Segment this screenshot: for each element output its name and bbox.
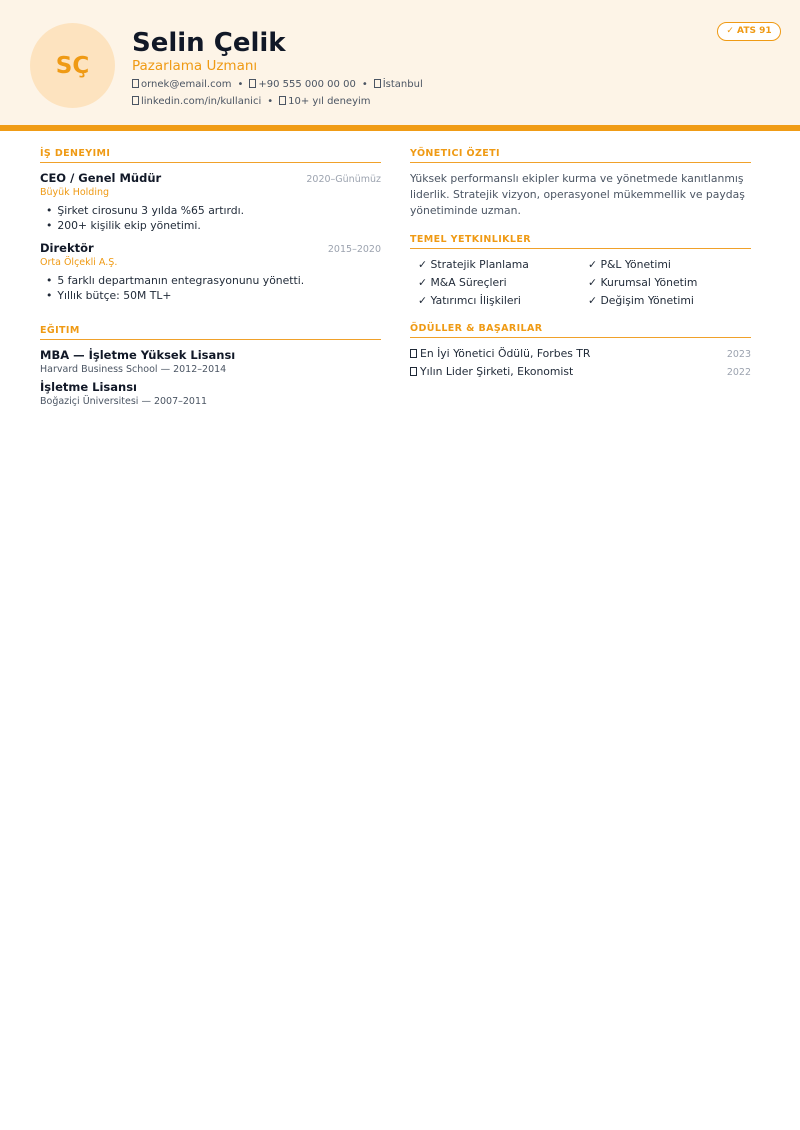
location-icon <box>374 79 381 88</box>
skills-heading: TEMEL YETKINLIKLER <box>410 234 751 249</box>
summary-heading: YÖNETICI ÖZETI <box>410 148 751 163</box>
resume-header <box>0 0 800 125</box>
experience-heading: İŞ DENEYIMI <box>40 148 381 163</box>
email-text[interactable]: ornek@email.com <box>141 79 232 90</box>
skill-item: ✓ Kurumsal Yönetim <box>588 276 698 289</box>
job-date: 2015–2020 <box>327 244 381 255</box>
phone-icon <box>249 79 256 88</box>
linkedin-icon <box>132 96 139 105</box>
summary-text: Yüksek performanslı ekipler kurma ve yönetmede kanıtlanmış liderlik. Stratejik vizyon, operasyonel mükemmellik ve paydaş yönetiminde uzman. <box>410 172 745 217</box>
email-icon <box>132 79 139 88</box>
location-text: İstanbul <box>382 79 423 90</box>
award-year: 2023 <box>726 349 751 360</box>
skill-item: ✓ Değişim Yönetimi <box>588 294 694 307</box>
skill-item: ✓ P&L Yönetimi <box>588 258 671 271</box>
job-entry <box>40 241 381 303</box>
experience-text: 10+ yıl deneyim <box>288 96 371 107</box>
award-item <box>410 364 751 379</box>
job-title: CEO / Genel Müdür <box>40 171 162 185</box>
job-entry <box>40 171 381 233</box>
award-text: En İyi Yönetici Ödülü, Forbes TR <box>420 347 591 360</box>
candidate-title: Pazarlama Uzmanı <box>132 58 258 74</box>
job-date: 2020–Günümüz <box>306 174 381 185</box>
skill-item: ✓ Yatırımcı İlişkileri <box>418 294 521 307</box>
candidate-name: Selin Çelik <box>132 28 286 58</box>
award-icon <box>410 367 417 376</box>
left-column <box>40 148 381 412</box>
header-accent-bar <box>0 125 800 131</box>
award-item <box>410 346 751 361</box>
contact-line-2: linkedin.com/in/kullanici • 10+ yıl deneyim <box>132 95 371 109</box>
job-bullet: • Yıllık bütçe: 50M TL+ <box>40 288 381 303</box>
job-bullet: • Şirket cirosunu 3 yılda %65 artırdı. <box>40 203 381 218</box>
degree-detail: Harvard Business School — 2012–2014 <box>40 364 227 375</box>
company-name: Büyük Holding <box>40 187 110 198</box>
awards-heading: ÖDÜLLER & BAŞARILAR <box>410 323 751 338</box>
ats-score-badge: ✓ ATS 91 <box>717 22 781 41</box>
degree-title: MBA — İşletme Yüksek Lisansı <box>40 348 236 362</box>
award-text: Yılın Lider Şirketi, Ekonomist <box>420 365 574 378</box>
degree-detail: Boğaziçi Üniversitesi — 2007–2011 <box>40 396 208 407</box>
award-year: 2022 <box>726 367 751 378</box>
phone-text[interactable]: +90 555 000 00 00 <box>258 79 356 90</box>
right-column <box>410 148 751 382</box>
award-icon <box>410 349 417 358</box>
skills-grid <box>410 257 751 308</box>
skill-item: ✓ M&A Süreçleri <box>418 276 507 289</box>
job-title: Direktör <box>40 241 94 255</box>
experience-icon <box>279 96 286 105</box>
degree-title: İşletme Lisansı <box>40 380 137 394</box>
skill-item: ✓ Stratejik Planlama <box>418 258 529 271</box>
avatar: SÇ <box>30 23 115 108</box>
contact-line-1: ornek@email.com • +90 555 000 00 00 • İstanbul <box>132 78 423 92</box>
education-heading: EĞITIM <box>40 325 381 340</box>
linkedin-text[interactable]: linkedin.com/in/kullanici <box>141 96 262 107</box>
job-bullet: • 200+ kişilik ekip yönetimi. <box>40 218 381 233</box>
company-name: Orta Ölçekli A.Ş. <box>40 257 118 268</box>
job-bullet: • 5 farklı departmanın entegrasyonunu yönetti. <box>40 273 381 288</box>
